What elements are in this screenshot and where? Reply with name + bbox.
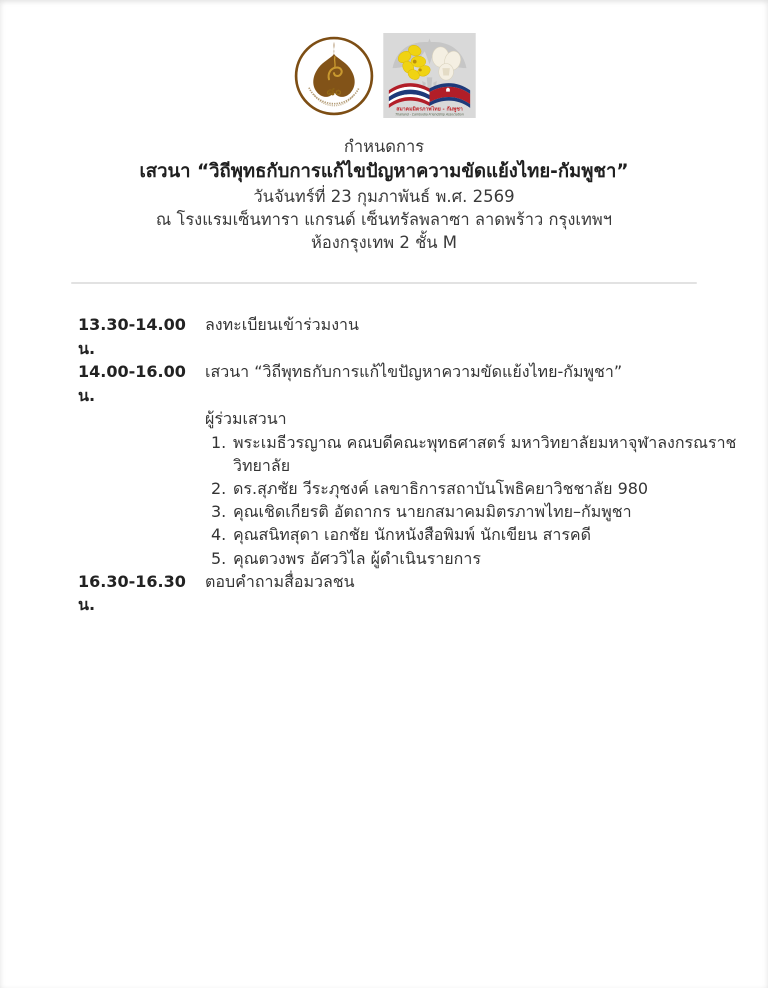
schedule-row-registration <box>0 313 768 360</box>
bodhigaya-emblem-logo <box>292 36 376 116</box>
panelist-item <box>205 523 768 546</box>
horizontal-divider <box>71 282 697 284</box>
time-cell: 13.30-14.00 น. <box>78 315 186 358</box>
panelist-item <box>205 500 768 523</box>
thailand-cambodia-friendship-logo <box>383 33 476 118</box>
association-name-english: Thailand - Cambodia Friendship Association <box>395 112 464 117</box>
event-date: วันจันทร์ที่ 23 กุมภาพันธ์ พ.ศ. 2569 <box>253 187 515 206</box>
panelist-text: ดร.สุภชัย วีระภุชงค์ เลขาธิการสถาบันโพธิคยาวิชชาลัย 980 <box>233 478 649 498</box>
panelist-text: คุณสนิทสุดา เอกชัย นักหนังสือพิมพ์ นักเขียน สารคดี <box>233 525 591 545</box>
schedule-row-press-qa <box>0 570 768 617</box>
document-header <box>0 135 768 254</box>
panelist-number: 2. <box>211 478 227 498</box>
event-venue: ณ โรงแรมเซ็นทารา แกรนด์ เซ็นทรัลพลาซา ลาดพร้าว กรุงเทพฯ <box>155 210 613 229</box>
panelist-item <box>205 547 768 570</box>
panelist-text: คุณตวงพร อัศววิไล ผู้ดำเนินรายการ <box>233 548 481 568</box>
panelist-text: คุณเชิดเกียรติ อัตถากร นายกสมาคมมิตรภาพไทย–กัมพูชา <box>233 502 632 522</box>
header-label: กำหนดการ <box>343 137 425 156</box>
emblem-numerals: ๘๐ <box>326 84 342 98</box>
activity-cell: ตอบคำถามสื่อมวลชน <box>205 571 355 591</box>
panelist-item <box>205 431 768 477</box>
event-title: เสวนา “วิถีพุทธกับการแก้ไขปัญหาความขัดแย้งไทย-กัมพูชา” <box>139 161 629 182</box>
panelist-number: 3. <box>211 502 227 522</box>
event-room: ห้องกรุงเทพ 2 ชั้น M <box>310 233 458 252</box>
panelist-section <box>205 407 768 570</box>
logo-row <box>0 0 768 118</box>
schedule <box>0 313 768 617</box>
panelist-number: 1. <box>211 432 227 452</box>
schedule-row-panel <box>0 360 768 407</box>
panelist-number: 5. <box>211 548 227 568</box>
time-cell: 14.00-16.00 น. <box>78 362 186 405</box>
panelist-text: พระเมธีวรญาณ คณบดีคณะพุทธศาสตร์ มหาวิทยาลัยมหาจุฬาลงกรณราชวิทยาลัย <box>233 432 737 475</box>
panelist-heading: ผู้ร่วมเสวนา <box>205 409 287 428</box>
activity-cell: เสวนา “วิถีพุทธกับการแก้ไขปัญหาความขัดแย้งไทย-กัมพูชา” <box>205 362 623 381</box>
panelist-number: 4. <box>211 525 227 545</box>
association-name-thai: สมาคมมิตรภาพไทย - กัมพูชา <box>396 106 463 113</box>
activity-cell: ลงทะเบียนเข้าร่วมงาน <box>205 315 359 334</box>
panelist-item <box>205 477 768 500</box>
time-cell: 16.30-16.30 น. <box>78 571 186 615</box>
